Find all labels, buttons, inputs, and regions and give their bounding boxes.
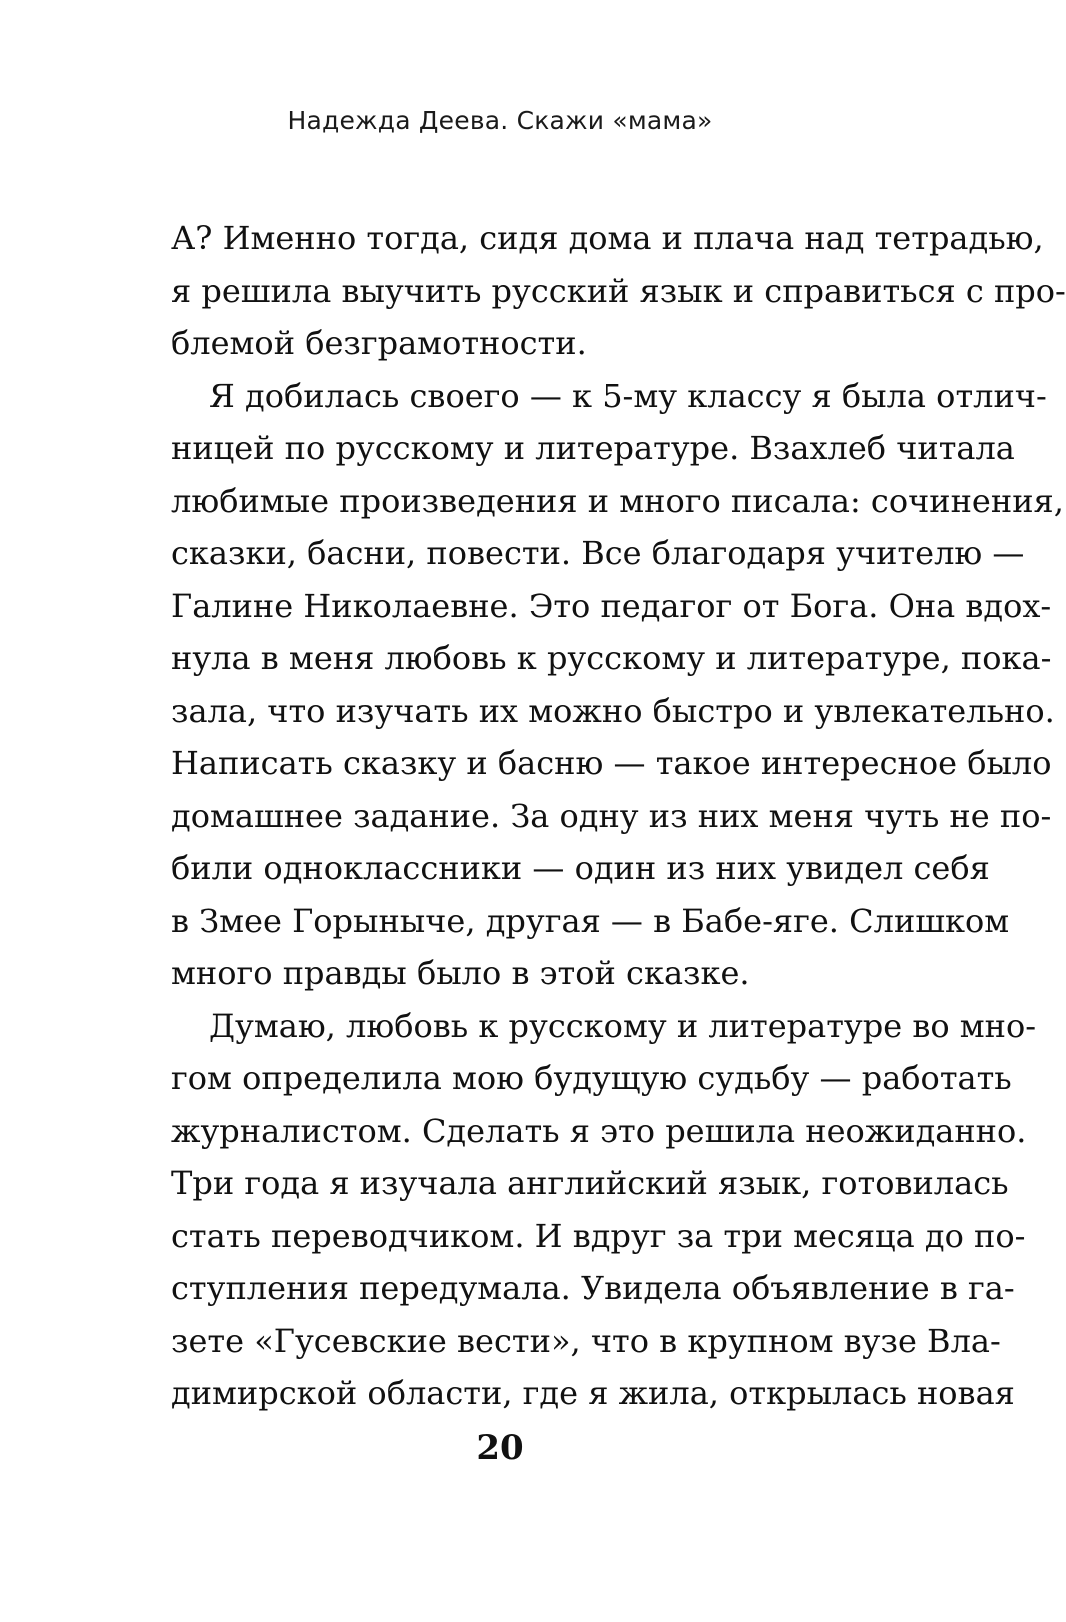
running-header: Надежда Деева. Скажи «мама»: [287, 106, 713, 135]
text-line: журналистом. Сделать я это решила неожиданно.: [171, 1111, 1027, 1150]
text-line: ницей по русскому и литературе. Взахлеб читала: [171, 429, 1015, 467]
text-line: домашнее задание. За одну из них меня чуть не по-: [171, 796, 1052, 835]
text-line: били одноклассники — один из них увидел себя: [171, 849, 990, 887]
text-line: А? Именно тогда, сидя дома и плача над тетрадью,: [171, 219, 1044, 257]
text-line: зала, что изучать их можно быстро и увлекательно.: [171, 691, 1055, 730]
text-line: блемой безграмотности.: [171, 324, 587, 362]
text-line: стать переводчиком. И вдруг за три месяца до по-: [171, 1216, 1026, 1255]
text-line: Думаю, любовь к русскому и литературе во мно-: [209, 1006, 1037, 1045]
text-line: зете «Гусевские вести», что в крупном вузе Вла-: [171, 1321, 1001, 1360]
paragraph: [171, 370, 1064, 1000]
text-line: Написать сказку и басню — такое интересное было: [171, 744, 1052, 782]
paragraph: [171, 212, 1066, 370]
text-line: Три года я изучала английский язык, готовилась: [171, 1164, 1009, 1202]
body-text: [171, 212, 1066, 1420]
text-line: любимые произведения и много писала: сочинения,: [171, 481, 1064, 520]
text-line: в Змее Горыныче, другая — в Бабе-яге. Слишком: [171, 901, 1010, 940]
text-line: сказки, басни, повести. Все благодаря учителю —: [171, 534, 1025, 572]
text-line: я решила выучить русский язык и справиться с про-: [171, 271, 1066, 310]
text-line: Я добилась своего — к 5-му классу я была отлич-: [209, 376, 1047, 415]
text-line: нула в меня любовь к русскому и литературе, пока-: [171, 639, 1052, 677]
page-number: 20: [476, 1428, 524, 1468]
text-line: гом определила мою будущую судьбу — работать: [171, 1059, 1012, 1097]
text-line: много правды было в этой сказке.: [171, 954, 750, 992]
text-line: Галине Николаевне. Это педагог от Бога. Она вдох-: [171, 586, 1052, 625]
paragraph: [171, 1000, 1037, 1420]
text-line: ступления передумала. Увидела объявление в га-: [171, 1269, 1015, 1307]
text-line: димирской области, где я жила, открылась новая: [171, 1374, 1015, 1412]
